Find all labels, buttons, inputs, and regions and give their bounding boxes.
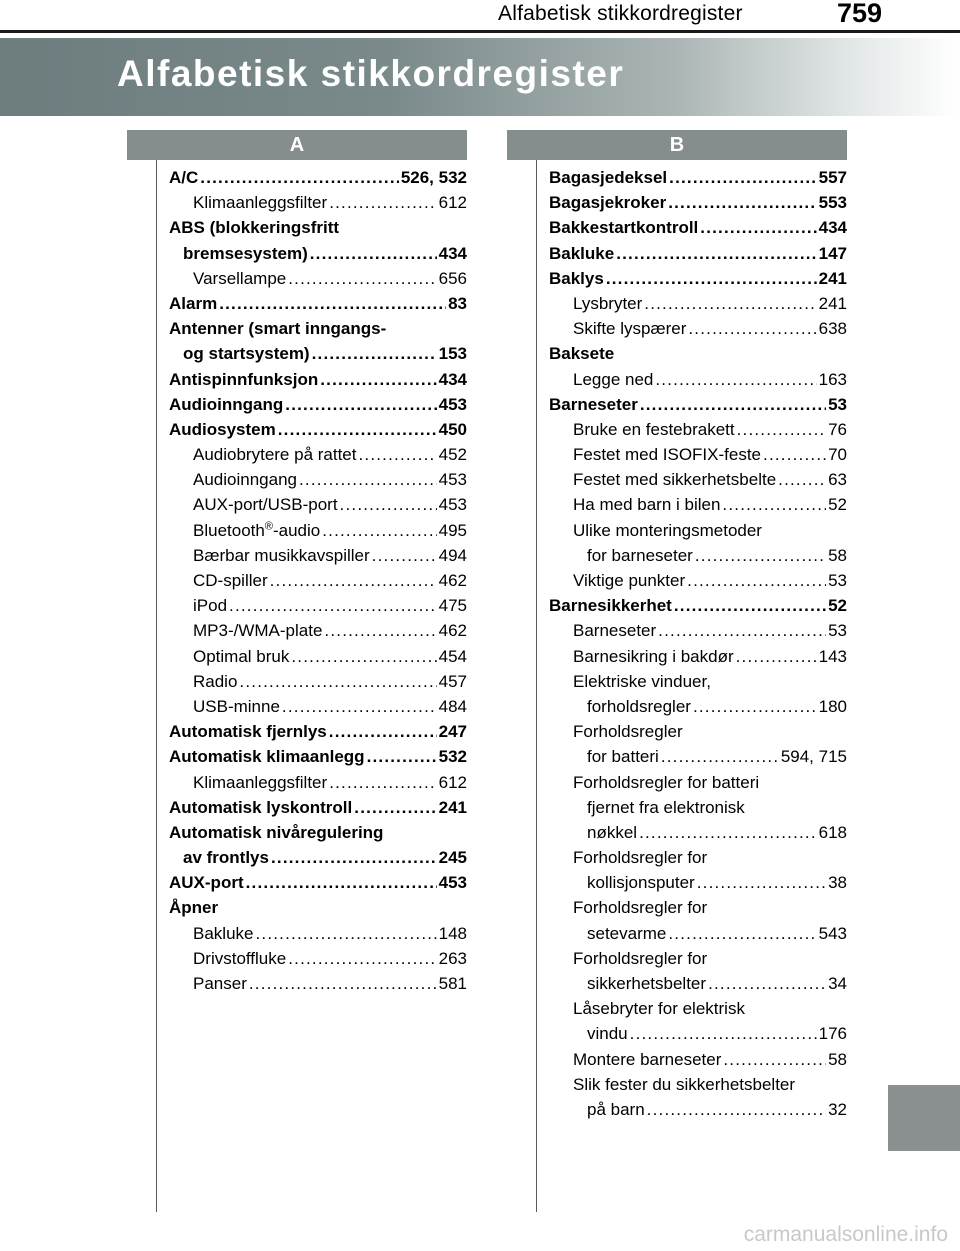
index-page-ref: 83 (448, 293, 467, 313)
index-entry (169, 266, 467, 291)
index-term: AUX-port/USB-port (193, 495, 338, 515)
dot-leader (367, 744, 437, 769)
index-page-ref: 457 (438, 671, 467, 691)
index-page-ref: 495 (438, 520, 467, 540)
section-banner (0, 38, 960, 116)
dot-leader (239, 669, 436, 694)
index-term: Alarm (169, 293, 218, 313)
dot-leader (644, 291, 816, 316)
index-entry (169, 669, 467, 694)
index-term: Åpner (169, 898, 219, 918)
index-entry (549, 568, 847, 593)
section-title: Alfabetisk stikkordregister (117, 53, 625, 94)
index-entry (169, 971, 467, 996)
index-term: MP3-/WMA-plate (193, 621, 323, 641)
index-term: Radio (193, 671, 238, 691)
index-term: USB-minne (193, 696, 280, 716)
index-page-ref: 434 (818, 218, 847, 238)
index-term: sikkerhetsbelter (587, 974, 707, 993)
dot-leader (700, 215, 816, 240)
index-term: Skifte lyspærer (573, 319, 687, 339)
index-entry (549, 1047, 847, 1072)
index-page-ref: 52 (828, 596, 847, 616)
column-divider-b (536, 160, 537, 1212)
index-page-ref: 618 (818, 822, 847, 842)
index-page-ref: 494 (438, 545, 467, 565)
index-term: Forholdsregler for (573, 948, 708, 968)
index-term: Bærbar musikkavspiller (193, 545, 370, 565)
index-page-ref: 612 (438, 193, 467, 213)
index-term: ABS (blokkeringsfritt (169, 218, 340, 238)
index-page-ref: 148 (438, 923, 467, 943)
index-term: Audioinngang (169, 394, 284, 414)
index-term: Audiosystem (169, 419, 276, 439)
index-page-ref: 143 (818, 646, 847, 666)
index-term: Bakluke (549, 243, 615, 263)
dot-leader (688, 316, 816, 341)
index-entry (549, 845, 847, 870)
index-term: Legge ned (573, 369, 654, 389)
dot-leader (668, 190, 816, 215)
index-page-ref: 176 (818, 1024, 847, 1044)
index-page-ref: 58 (828, 545, 847, 565)
index-entry (549, 165, 847, 190)
index-term: kollisjonsputer (587, 873, 695, 893)
index-term: nøkkel (587, 822, 638, 842)
index-page-ref: 241 (438, 797, 467, 817)
index-term: Baklys (549, 268, 604, 288)
dot-leader (737, 417, 826, 442)
index-page-ref: 453 (438, 470, 467, 490)
index-term: Forholdsregler for (573, 848, 708, 868)
dot-leader (616, 241, 816, 266)
header-rule (0, 30, 960, 33)
index-page-ref: 462 (438, 621, 467, 641)
index-entry (169, 845, 467, 870)
index-entry (549, 593, 847, 618)
dot-leader (697, 870, 826, 895)
index-entry (549, 744, 847, 769)
dot-leader (661, 744, 779, 769)
index-entry (549, 215, 847, 240)
dot-leader (655, 367, 816, 392)
index-term: Automatisk lyskontroll (169, 797, 353, 817)
dot-leader (354, 795, 436, 820)
index-entry (169, 744, 467, 769)
dot-leader (288, 266, 436, 291)
index-entry (169, 946, 467, 971)
index-entry (549, 618, 847, 643)
index-page-ref: 241 (818, 268, 847, 288)
index-entry (549, 820, 847, 845)
index-term: Audioinngang (193, 470, 297, 490)
dot-leader (669, 165, 816, 190)
index-entry (169, 190, 467, 215)
index-page-ref: 543 (818, 923, 847, 943)
index-page-ref: 475 (438, 596, 467, 616)
index-column-b (549, 165, 847, 1122)
index-term: Barneseter (573, 621, 657, 641)
dot-leader (658, 618, 826, 643)
dot-leader (708, 971, 826, 996)
dot-leader (723, 1047, 826, 1072)
index-term: Bagasjedeksel (549, 168, 668, 187)
index-page-ref: 452 (438, 445, 467, 465)
index-term: Panser (193, 974, 247, 993)
index-entry (549, 442, 847, 467)
dot-leader (606, 266, 817, 291)
index-term: Barneseter (549, 394, 638, 414)
index-entry (169, 921, 467, 946)
dot-leader (285, 392, 436, 417)
index-page-ref: 484 (438, 696, 467, 716)
index-page-ref: 76 (828, 419, 847, 439)
index-term: Forholdsregler for (573, 898, 708, 918)
index-term: Automatisk nivåregulering (169, 822, 384, 842)
index-page-ref: 263 (438, 948, 467, 968)
index-entry (549, 694, 847, 719)
dot-leader (778, 467, 826, 492)
dot-leader (668, 921, 816, 946)
index-term: Ha med barn i bilen (573, 495, 721, 515)
dot-leader (278, 417, 437, 442)
dot-leader (249, 971, 437, 996)
dot-leader (270, 568, 437, 593)
index-entry (549, 1021, 847, 1046)
index-term: Viktige punkter (573, 571, 686, 590)
index-term: Automatisk klimaanlegg (169, 747, 365, 767)
index-page-ref: 163 (818, 369, 847, 389)
index-page-ref: 70 (828, 445, 847, 465)
index-entry (549, 1097, 847, 1122)
index-page-ref: 594, 715 (780, 747, 847, 767)
index-page-ref: 453 (438, 495, 467, 515)
dot-leader (358, 442, 436, 467)
index-page-ref: 656 (438, 268, 467, 288)
index-page-ref: 638 (818, 319, 847, 339)
index-entry (169, 870, 467, 895)
index-term: Varsellampe (193, 268, 287, 288)
index-term: A/C (169, 168, 199, 187)
index-page-ref: 241 (818, 293, 847, 313)
dot-leader (229, 593, 437, 618)
dot-leader (312, 341, 437, 366)
index-page-ref: 53 (828, 571, 847, 590)
dot-leader (219, 291, 446, 316)
index-entry (169, 492, 467, 517)
letter-heading-b: B (507, 130, 847, 160)
dot-leader (687, 568, 826, 593)
index-entry (169, 518, 467, 543)
index-entry (549, 316, 847, 341)
dot-leader (324, 618, 436, 643)
index-entry (169, 417, 467, 442)
index-term: Barnesikkerhet (549, 596, 672, 616)
index-term: på barn (587, 1099, 645, 1119)
index-term: Forholdsregler (573, 722, 683, 742)
index-entry (549, 870, 847, 895)
dot-leader (647, 1097, 826, 1122)
dot-leader (693, 694, 817, 719)
index-term: for barneseter (587, 545, 693, 565)
index-entry (169, 644, 467, 669)
index-term: Låsebryter for elektrisk (573, 999, 745, 1019)
index-page-ref: 612 (438, 772, 467, 792)
dot-leader (200, 165, 399, 190)
index-entry (169, 165, 467, 190)
index-entry (169, 593, 467, 618)
index-entry (549, 417, 847, 442)
page-header (0, 0, 960, 34)
index-term: Slik fester du sikkerhetsbelter (573, 1074, 796, 1094)
index-entry (549, 392, 847, 417)
index-term: Bakkestartkontroll (549, 218, 699, 238)
index-entry (169, 543, 467, 568)
index-page-ref: 53 (828, 621, 847, 641)
dot-leader (329, 770, 436, 795)
dot-leader (674, 593, 826, 618)
index-term: bremsesystem) (183, 243, 308, 263)
dot-leader (763, 442, 826, 467)
index-entry (549, 921, 847, 946)
letter-heading-a: A (127, 130, 467, 160)
index-page-ref: 147 (818, 243, 847, 263)
index-entry (549, 669, 847, 694)
dot-leader (340, 492, 437, 517)
index-entry (169, 568, 467, 593)
page-number: 759 (836, 0, 882, 28)
dot-leader (630, 1021, 817, 1046)
index-entry (169, 291, 467, 316)
index-page-ref: 462 (438, 571, 467, 590)
index-page-ref: 53 (828, 394, 847, 414)
dot-leader (282, 694, 437, 719)
index-page-ref: 434 (438, 369, 467, 389)
index-page-ref: 532 (438, 747, 467, 767)
index-entry (549, 543, 847, 568)
index-term: Barnesikring i bakdør (573, 646, 734, 666)
index-term: Elektriske vinduer, (573, 671, 711, 691)
index-term: Antispinnfunksjon (169, 369, 319, 389)
index-entry (169, 442, 467, 467)
index-term: Bagasjekroker (549, 193, 667, 213)
index-term: Audiobrytere på rattet (193, 445, 357, 465)
index-entry (169, 719, 467, 744)
index-page-ref: 453 (438, 873, 467, 893)
index-term: Festet med sikkerhetsbelte (573, 470, 777, 490)
index-page-ref: 52 (828, 495, 847, 515)
index-entry (549, 644, 847, 669)
index-column-a (169, 165, 467, 996)
index-term: Klimaanleggsfilter (193, 193, 328, 213)
dot-leader (322, 518, 436, 543)
index-entry (169, 467, 467, 492)
index-entry (549, 795, 847, 820)
index-term: Automatisk fjernlys (169, 722, 327, 742)
dot-leader (372, 543, 437, 568)
index-entry (549, 241, 847, 266)
index-entry (549, 1072, 847, 1097)
index-page-ref: 34 (828, 974, 847, 993)
index-term: Baksete (549, 344, 615, 364)
index-entry (169, 820, 467, 845)
index-page-ref: 450 (438, 419, 467, 439)
index-page-ref: 557 (818, 168, 847, 187)
index-page-ref: 553 (818, 193, 847, 213)
index-page-ref: 434 (438, 243, 467, 263)
index-entry (169, 367, 467, 392)
index-page-ref: 526, 532 (400, 168, 467, 187)
index-page-ref: 453 (438, 394, 467, 414)
dot-leader (310, 241, 437, 266)
index-entry (169, 316, 467, 341)
index-page-ref: 63 (828, 470, 847, 490)
index-term: fjernet fra elektronisk (587, 797, 745, 817)
index-entry (169, 770, 467, 795)
watermark: carmanualsonline.info (743, 1223, 948, 1246)
index-entry (549, 946, 847, 971)
index-entry (169, 392, 467, 417)
index-term: Festet med ISOFIX-feste (573, 445, 762, 465)
index-page-ref: 581 (438, 974, 467, 993)
index-entry (549, 467, 847, 492)
index-entry (169, 618, 467, 643)
dot-leader (291, 644, 436, 669)
running-header-title: Alfabetisk stikkordregister (498, 2, 743, 25)
index-entry (549, 190, 847, 215)
index-entry (549, 770, 847, 795)
index-term: Forholdsregler for batteri (573, 772, 760, 792)
dot-leader (736, 644, 817, 669)
index-entry (549, 367, 847, 392)
index-term: Optimal bruk (193, 646, 290, 666)
index-term: Bluetooth®-audio (193, 519, 321, 540)
index-term: Drivstoffluke (193, 948, 287, 968)
index-page-ref: 38 (828, 873, 847, 893)
index-page-ref: 58 (828, 1049, 847, 1069)
index-term: av frontlys (183, 848, 269, 868)
index-entry (549, 996, 847, 1021)
index-term: Ulike monteringsmetoder (573, 520, 762, 540)
dot-leader (722, 492, 826, 517)
column-divider-a (156, 160, 157, 1212)
dot-leader (329, 719, 437, 744)
index-page-ref: 180 (818, 696, 847, 716)
index-entry (169, 341, 467, 366)
dot-leader (640, 392, 826, 417)
index-entry (549, 341, 847, 366)
index-entry (549, 266, 847, 291)
index-entry (549, 719, 847, 744)
dot-leader (299, 467, 437, 492)
index-page-ref: 245 (438, 848, 467, 868)
index-term: vindu (587, 1024, 628, 1044)
dot-leader (271, 845, 437, 870)
index-term: Klimaanleggsfilter (193, 772, 328, 792)
index-term: Bakluke (193, 923, 254, 943)
index-term: forholdsregler (587, 696, 691, 716)
index-entry (169, 795, 467, 820)
index-entry (169, 215, 467, 240)
index-entry (549, 895, 847, 920)
index-term: Bruke en festebrakett (573, 419, 735, 439)
index-page-ref: 32 (828, 1099, 847, 1119)
dot-leader (329, 190, 436, 215)
index-term: AUX-port (169, 873, 244, 893)
thumb-index-tab (888, 1085, 960, 1151)
index-page-ref: 153 (438, 344, 467, 364)
index-entry (549, 518, 847, 543)
index-entry (549, 291, 847, 316)
index-term: for batteri (587, 747, 659, 767)
dot-leader (288, 946, 436, 971)
index-entry (169, 241, 467, 266)
index-term: og startsystem) (183, 344, 310, 364)
dot-leader (695, 543, 826, 568)
index-term: Montere barneseter (573, 1049, 722, 1069)
index-term: setevarme (587, 923, 667, 943)
index-entry (549, 971, 847, 996)
index-page-ref: 454 (438, 646, 467, 666)
dot-leader (320, 367, 436, 392)
index-term: iPod (193, 596, 228, 616)
dot-leader (246, 870, 437, 895)
index-page-ref: 247 (438, 722, 467, 742)
dot-leader (255, 921, 436, 946)
index-term: Lysbryter (573, 293, 643, 313)
index-entry (169, 694, 467, 719)
dot-leader (639, 820, 817, 845)
index-term: CD-spiller (193, 571, 268, 590)
index-entry (169, 895, 467, 920)
index-entry (549, 492, 847, 517)
index-term: Antenner (smart inngangs- (169, 319, 387, 339)
